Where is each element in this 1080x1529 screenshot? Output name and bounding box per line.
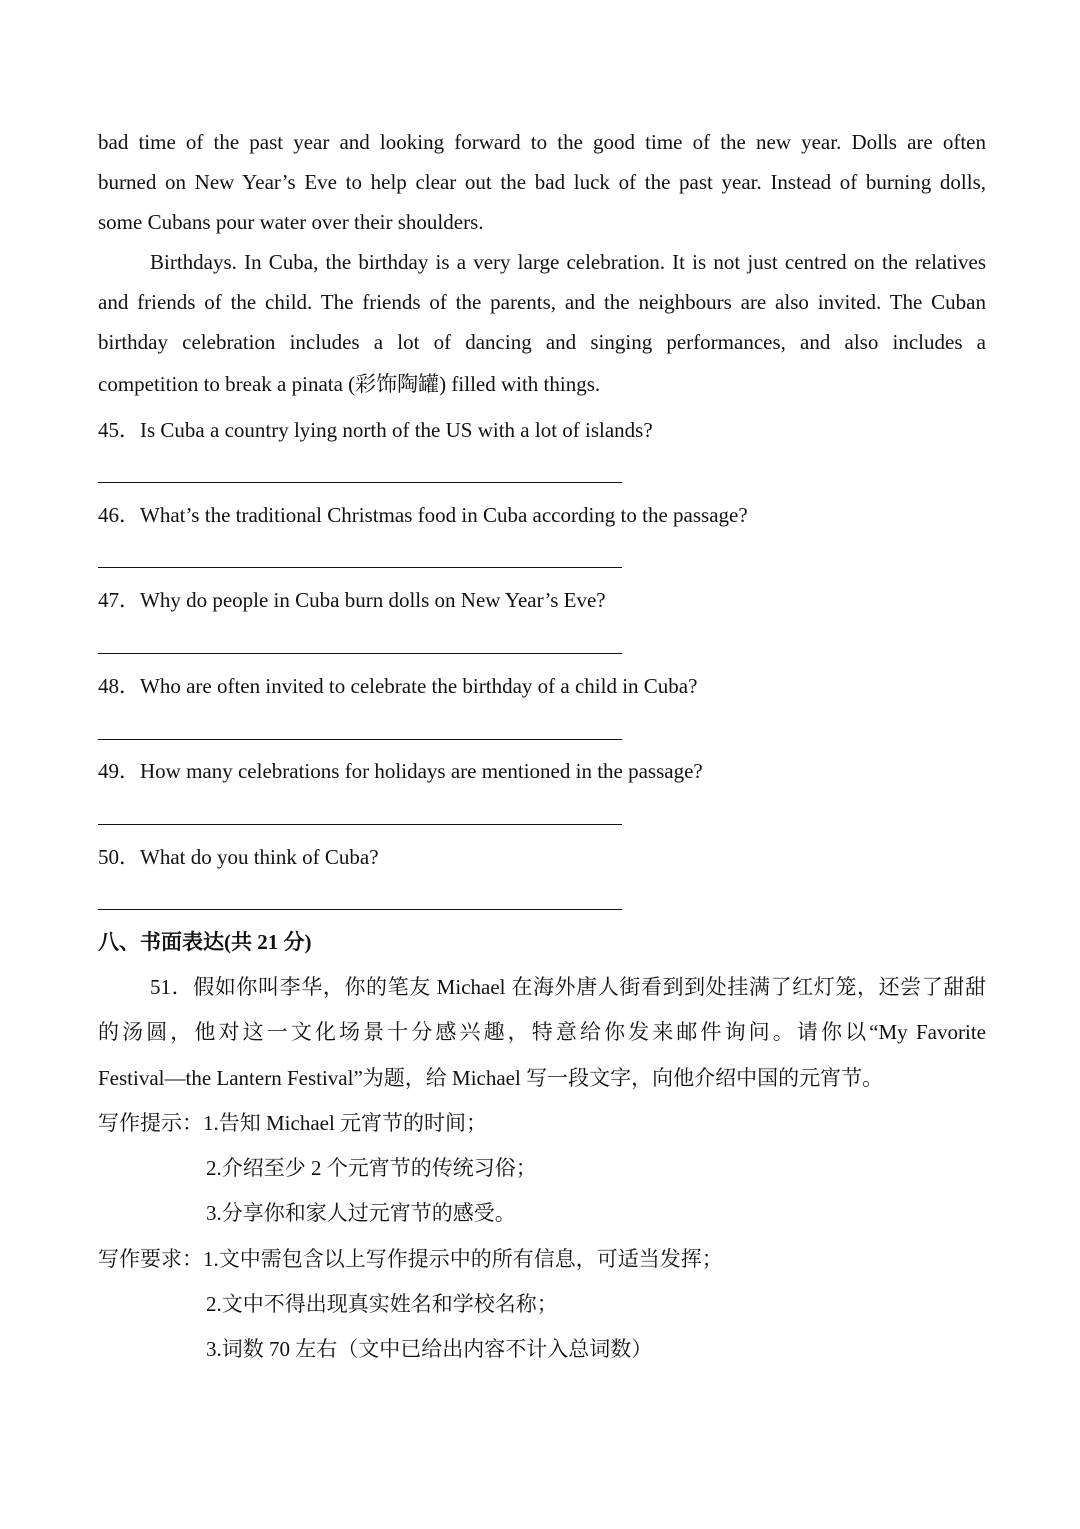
answer-line-46[interactable] [98,567,622,568]
requirement-item: 2.文中不得出现真实姓名和学校名称； [206,1292,558,1316]
question-47: 47．Why do people in Cuba burn dolls on New Year’s Eve? [98,588,606,612]
passage-line: burned on New Year’s Eve to help clear out the bad luck of the past year. Instead of burning dolls, [98,170,986,194]
question-45: 45．Is Cuba a country lying north of the US with a lot of islands? [98,418,653,442]
requirement-item: 3.词数 70 左右（文中已给出内容不计入总词数） [206,1337,653,1361]
question-48: 48．Who are often invited to celebrate the birthday of a child in Cuba? [98,674,698,698]
answer-line-50[interactable] [98,909,622,910]
requirements-row [98,1245,986,1273]
passage-line: bad time of the past year and looking forward to the good time of the new year. Dolls are often [98,130,986,154]
prompt-line: Festival—the Lantern Festival”为题，给 Michael 写一段文字，向他介绍中国的元宵节。 [98,1066,884,1090]
requirements-label: 写作要求： [98,1247,203,1271]
passage-line: and friends of the child. The friends of the parents, and the neighbours are also invited. The Cuban [98,290,986,314]
passage-line: Birthdays. In Cuba, the birthday is a very large celebration. It is not just centred on the relatives [150,250,986,274]
passage-line: competition to break a pinata (彩饰陶罐) filled with things. [98,372,601,396]
answer-line-45[interactable] [98,482,622,483]
tip-item: 1.告知 Michael 元宵节的时间； [203,1111,488,1135]
prompt-line: 51．假如你叫李华，你的笔友 Michael 在海外唐人街看到到处挂满了红灯笼，还尝了甜甜 [150,975,986,999]
passage-line: birthday celebration includes a lot of dancing and singing performances, and also includes a [98,330,986,354]
tips-label: 写作提示： [98,1111,203,1135]
answer-line-48[interactable] [98,739,622,740]
requirement-item: 1.文中需包含以上写作提示中的所有信息，可适当发挥； [203,1247,723,1271]
tip-item: 3.分享你和家人过元宵节的感受。 [206,1201,516,1225]
answer-line-49[interactable] [98,824,622,825]
tip-item: 2.介绍至少 2 个元宵节的传统习俗； [206,1156,537,1180]
section-title: 八、书面表达(共 21 分) [98,930,312,954]
prompt-line: 的汤圆，他对这一文化场景十分感兴趣，特意给你发来邮件询问。请你以“My Favorite [98,1020,986,1044]
question-49: 49．How many celebrations for holidays are mentioned in the passage? [98,759,703,783]
question-50: 50．What do you think of Cuba? [98,845,379,869]
tips-row [98,1109,986,1137]
passage-line: some Cubans pour water over their shoulders. [98,210,484,234]
answer-line-47[interactable] [98,653,622,654]
question-46: 46．What’s the traditional Christmas food in Cuba according to the passage? [98,503,748,527]
